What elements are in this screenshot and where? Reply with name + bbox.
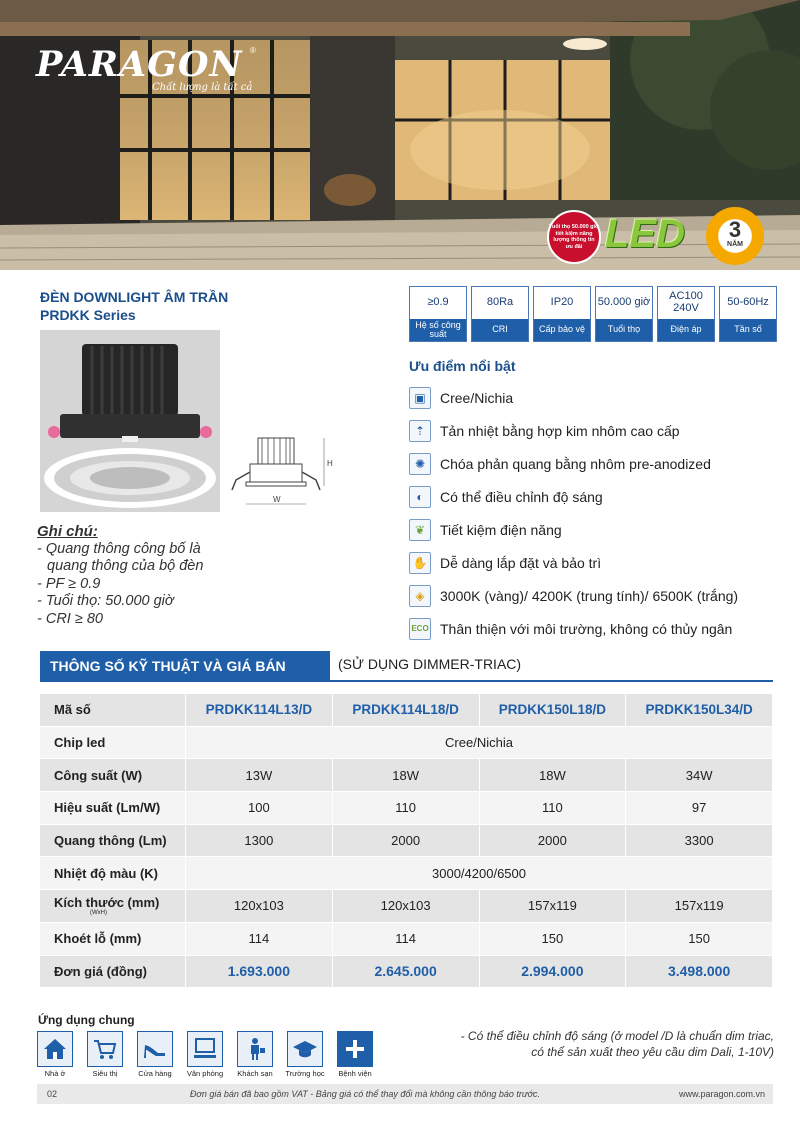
note-line: - Quang thông công bố là: [37, 540, 201, 557]
section-divider: [40, 680, 773, 682]
note-line: quang thông của bộ đèn: [47, 558, 204, 574]
table-cell: 18W: [479, 759, 626, 792]
warranty-unit: NĂM: [727, 241, 743, 248]
dimming-note-line: có thể sản xuất theo yêu cầu dim Dali, 1-10V): [531, 1045, 774, 1059]
advantages-list: [409, 381, 789, 645]
application-label: Bệnh viện: [338, 1069, 372, 1078]
advantage-text: Dễ dàng lắp đặt và bảo trì: [440, 554, 602, 571]
size-sublabel: (WxH): [90, 910, 107, 917]
spec-label: Tần số: [720, 319, 776, 341]
section-title-bar: [40, 651, 330, 681]
model-cell: PRDKK114L13/D: [186, 694, 333, 727]
eco-icon: ECO: [409, 618, 431, 640]
table-cell: 97: [626, 792, 773, 825]
notes-title: Ghi chú:: [37, 523, 98, 540]
application-label: Văn phòng: [186, 1069, 224, 1078]
table-cell: 2000: [332, 824, 479, 857]
product-title: ĐÈN DOWNLIGHT ÂM TRẦN: [40, 289, 229, 305]
note-line: - PF ≥ 0.9: [37, 575, 101, 592]
height-label: H: [327, 459, 333, 468]
graduation-cap-icon: [287, 1031, 323, 1067]
application-item: [87, 1031, 123, 1078]
table-row-efficacy: [40, 792, 773, 825]
product-photo: [40, 330, 220, 512]
advantage-text: Thân thiện với môi trường, không có thủy ngân: [440, 620, 733, 637]
bellboy-icon: [237, 1031, 273, 1067]
table-row-power: [40, 759, 773, 792]
advantage-item: [409, 381, 789, 414]
reflector-icon: ✺: [409, 453, 431, 475]
spec-box-cri: [471, 286, 529, 342]
size-label: Kích thước (mm): [54, 895, 160, 911]
row-label: Nhiệt độ màu (K): [40, 857, 186, 890]
advantage-text: Cree/Nichia: [440, 389, 514, 406]
price-disclaimer: Đơn giá bán đã bao gồm VAT - Bảng giá có thể thay đổi mà không cần thông báo trước.: [189, 1089, 541, 1099]
spec-label: CRI: [472, 319, 528, 341]
price-cell: 2.645.000: [332, 955, 479, 988]
table-cell: 110: [479, 792, 626, 825]
spec-label: Điện áp: [658, 319, 714, 341]
table-cell: 150: [626, 922, 773, 955]
table-row-cutout: [40, 922, 773, 955]
application-label: Cửa hàng: [138, 1069, 172, 1078]
note-line: - Tuổi thọ: 50.000 giờ: [37, 593, 174, 609]
table-row-price: [40, 955, 773, 988]
application-item: [337, 1031, 373, 1078]
table-row-size: [40, 890, 773, 923]
advantage-item: [409, 414, 789, 447]
advantage-text: Tản nhiệt bằng hợp kim nhôm cao cấp: [440, 422, 680, 439]
spec-value: IP20: [534, 287, 590, 319]
row-label: Hiệu suất (Lm/W): [40, 792, 186, 825]
table-cell: 150: [479, 922, 626, 955]
advantage-text: 3000K (vàng)/ 4200K (trung tính)/ 6500K (trắng): [440, 587, 739, 604]
hero-banner: [0, 0, 800, 270]
advantage-item: [409, 480, 789, 513]
advantage-item: [409, 513, 789, 546]
table-cell: 157x119: [626, 890, 773, 923]
row-label: Công suất (W): [40, 759, 186, 792]
application-label: Khách sạn: [237, 1069, 273, 1078]
model-cell: PRDKK150L18/D: [479, 694, 626, 727]
table-cell: 110: [332, 792, 479, 825]
application-item: [187, 1031, 223, 1078]
table-cell: 120x103: [332, 890, 479, 923]
section-note: (SỬ DỤNG DIMMER-TRIAC): [338, 656, 522, 672]
spec-value: ≥0.9: [410, 287, 466, 319]
advantage-text: Tiết kiệm điện năng: [440, 521, 562, 538]
application-item: [237, 1031, 273, 1078]
spec-label: Hệ số công suất: [410, 319, 466, 341]
application-label: Trường học: [285, 1069, 325, 1078]
spec-value: 80Ra: [472, 287, 528, 319]
website-link[interactable]: www.paragon.com.vn: [678, 1089, 765, 1099]
application-item: [137, 1031, 173, 1078]
house-icon: [37, 1031, 73, 1067]
table-cell: 157x119: [479, 890, 626, 923]
spec-price-table: [39, 693, 773, 988]
advantage-item: [409, 612, 789, 645]
model-cell: PRDKK150L34/D: [626, 694, 773, 727]
spec-value: 50-60Hz: [720, 287, 776, 319]
table-cell: 100: [186, 792, 333, 825]
table-cell: 120x103: [186, 890, 333, 923]
row-label: Quang thông (Lm): [40, 824, 186, 857]
lifetime-badge: Tuổi thọ 50.000 giờ tiết kiệm năng lượng thông tin ưu đãi: [547, 210, 601, 264]
row-label: Chip led: [40, 726, 186, 759]
row-label: Mã số: [40, 694, 186, 727]
table-row-model: [40, 694, 773, 727]
spec-box-lifetime: [595, 286, 653, 342]
spec-value: 50.000 giờ: [596, 287, 652, 319]
table-row-cct: [40, 857, 773, 890]
notes-block: [37, 523, 257, 628]
product-series: PRDKK Series: [40, 307, 136, 323]
table-cell: 13W: [186, 759, 333, 792]
advantage-text: Chóa phản quang bằng nhôm pre-anodized: [440, 455, 711, 472]
table-row-flux: [40, 824, 773, 857]
spec-box-voltage: [657, 286, 715, 342]
row-label: Đơn giá (đồng): [40, 955, 186, 988]
cob-chip-icon: ▣: [409, 387, 431, 409]
price-cell: 2.994.000: [479, 955, 626, 988]
section-title: THÔNG SỐ KỸ THUẬT VÀ GIÁ BÁN: [50, 658, 286, 674]
price-cell: 3.498.000: [626, 955, 773, 988]
advantage-item: [409, 546, 789, 579]
spec-label: Tuổi thọ: [596, 319, 652, 341]
application-item: [37, 1031, 73, 1078]
table-cell: 34W: [626, 759, 773, 792]
row-label: Khoét lỗ (mm): [40, 922, 186, 955]
table-cell: 18W: [332, 759, 479, 792]
model-cell: PRDKK114L18/D: [332, 694, 479, 727]
application-label: Siêu thị: [92, 1069, 118, 1078]
page-footer: [37, 1084, 773, 1104]
price-cell: 1.693.000: [186, 955, 333, 988]
dimension-drawing: [228, 432, 338, 512]
color-temp-icon: ◈: [409, 585, 431, 607]
dimming-note: [374, 1028, 774, 1060]
spec-label: Cấp bảo vệ: [534, 319, 590, 341]
energy-saving-icon: ❦: [409, 519, 431, 541]
note-line: - CRI ≥ 80: [37, 610, 103, 627]
table-row-chip: [40, 726, 773, 759]
warranty-badge: [706, 207, 764, 265]
width-label: W: [273, 495, 281, 504]
heat-sink-icon: ⇡: [409, 420, 431, 442]
dimming-note-line: - Có thể điều chỉnh độ sáng (ở model /D là chuẩn dim triac,: [460, 1029, 774, 1043]
warranty-years: 3: [728, 217, 742, 242]
chip-cell: Cree/Nichia: [186, 726, 773, 759]
hospital-cross-icon: [337, 1031, 373, 1067]
cct-cell: 3000/4200/6500: [186, 857, 773, 890]
computer-icon: [187, 1031, 223, 1067]
table-cell: 3300: [626, 824, 773, 857]
brand-tagline: Chất lượng là tất cả: [152, 82, 253, 93]
spec-boxes: [409, 286, 777, 342]
applications-title: Ứng dụng chung: [38, 1013, 135, 1027]
high-heel-icon: [137, 1031, 173, 1067]
spec-value: AC100 240V: [658, 287, 714, 319]
page-number: 02: [47, 1089, 58, 1099]
applications-list: [37, 1031, 373, 1078]
table-cell: 114: [332, 922, 479, 955]
spec-box-power-factor: [409, 286, 467, 342]
brand-logo: PARAGON: [36, 44, 243, 85]
advantage-item: [409, 579, 789, 612]
table-cell: 2000: [479, 824, 626, 857]
table-cell: 114: [186, 922, 333, 955]
registered-mark: ®: [250, 46, 256, 55]
dimmer-icon: ◐: [409, 486, 431, 508]
application-item: [287, 1031, 323, 1078]
advantage-text: Có thể điều chỉnh độ sáng: [440, 488, 603, 505]
shopping-cart-icon: [87, 1031, 123, 1067]
row-label: [40, 890, 186, 923]
spec-box-frequency: [719, 286, 777, 342]
application-label: Nhà ở: [44, 1069, 66, 1078]
led-logo: LED: [605, 212, 685, 256]
advantages-title: Ưu điểm nổi bật: [409, 358, 516, 374]
spec-box-ip: [533, 286, 591, 342]
install-icon: ✋: [409, 552, 431, 574]
table-cell: 1300: [186, 824, 333, 857]
advantage-item: [409, 447, 789, 480]
